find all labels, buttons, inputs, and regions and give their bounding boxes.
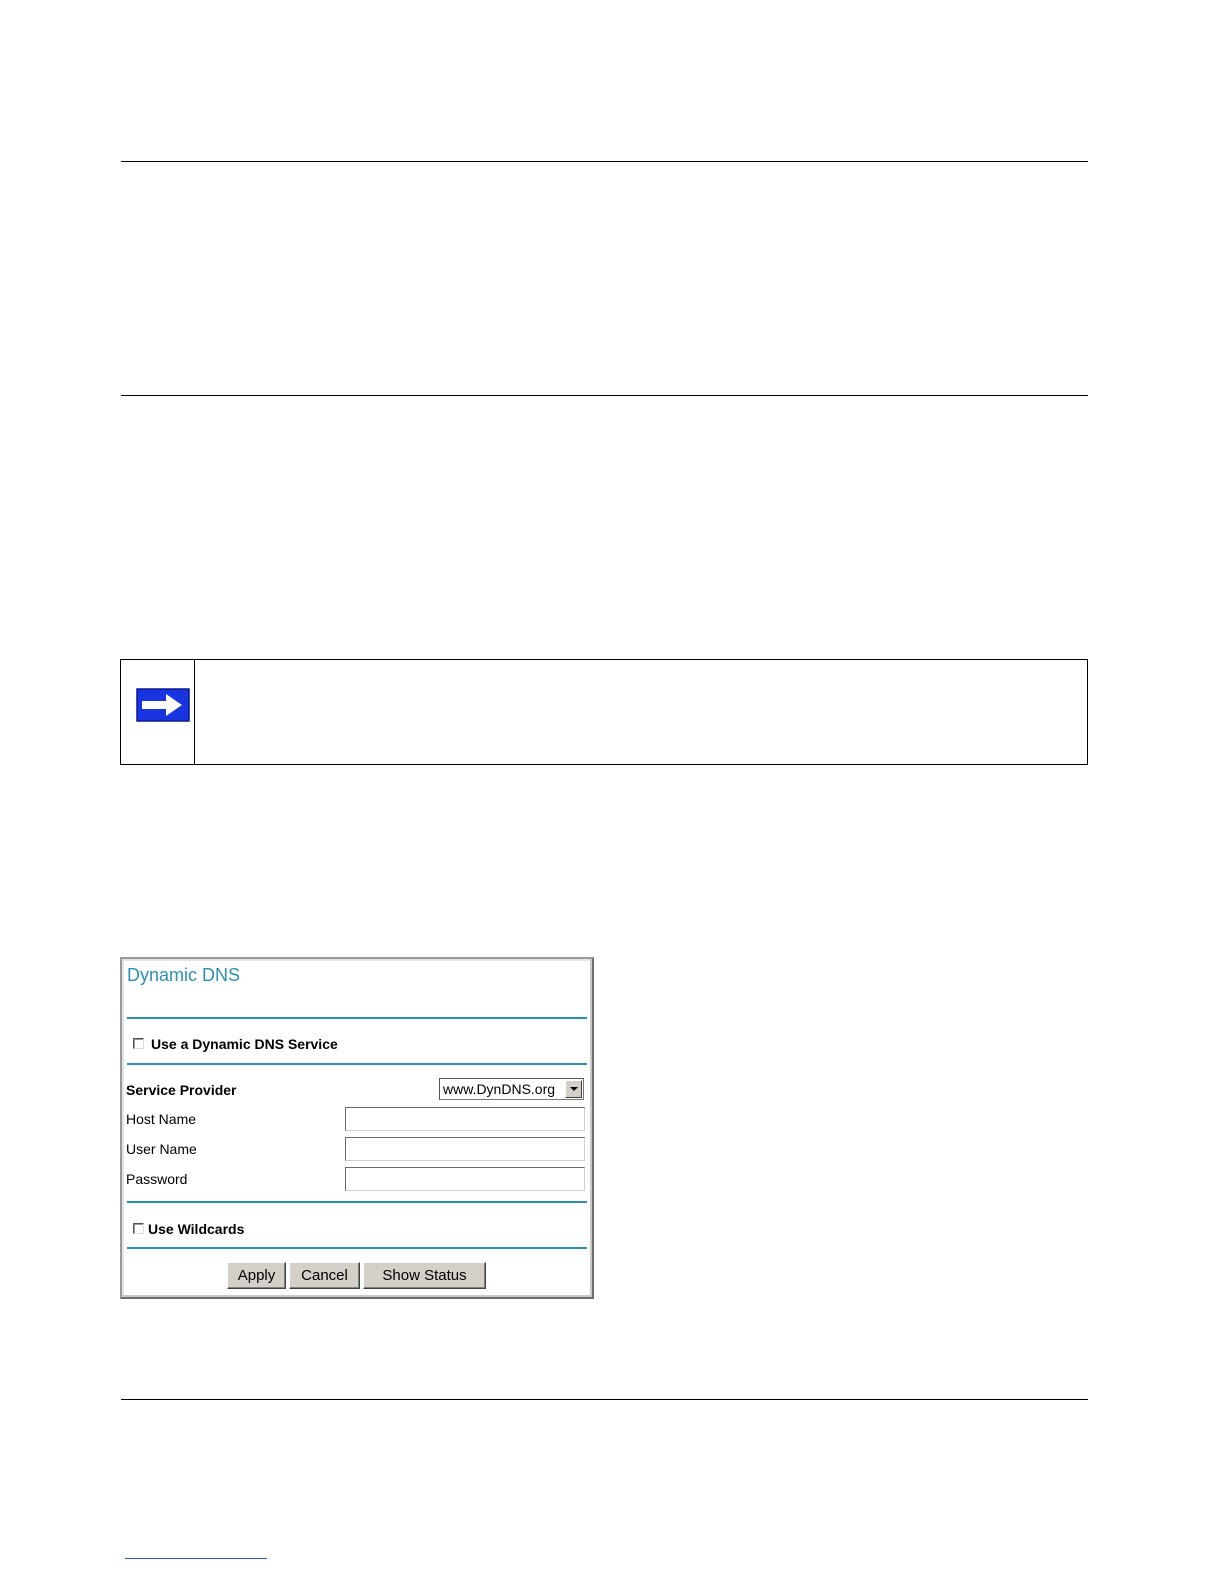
show-status-button[interactable]: Show Status (363, 1262, 486, 1289)
user-name-label: User Name (126, 1141, 197, 1157)
service-provider-select[interactable] (439, 1078, 584, 1100)
dynamic-dns-panel (120, 957, 594, 1299)
page-title: Dynamic DNS (127, 965, 241, 985)
cancel-button[interactable]: Cancel (289, 1262, 360, 1289)
service-provider-value: www.DynDNS.org (443, 1081, 556, 1097)
use-wildcards-checkbox[interactable] (133, 1223, 144, 1234)
password-input[interactable] (345, 1167, 585, 1191)
footer-rule (121, 1399, 1088, 1400)
note-box (120, 659, 1088, 765)
user-name-input[interactable] (345, 1137, 585, 1161)
divider (127, 1063, 587, 1065)
host-name-label: Host Name (126, 1111, 197, 1127)
password-label: Password (126, 1171, 188, 1187)
divider (127, 1017, 587, 1019)
divider (127, 1247, 587, 1249)
divider (127, 1201, 587, 1203)
footer-link-underline[interactable] (125, 1558, 267, 1559)
header-rule (121, 161, 1088, 162)
host-name-input[interactable] (345, 1107, 585, 1131)
use-dynamic-dns-label: Use a Dynamic DNS Service (151, 1036, 338, 1052)
service-provider-label: Service Provider (126, 1082, 237, 1098)
chevron-down-icon[interactable] (565, 1080, 582, 1098)
section-rule (121, 395, 1088, 396)
use-wildcards-label: Use Wildcards (148, 1221, 245, 1237)
use-dynamic-dns-checkbox[interactable] (133, 1038, 144, 1049)
arrow-right-icon (136, 688, 190, 722)
apply-button[interactable]: Apply (227, 1262, 286, 1289)
note-icon-cell (121, 660, 195, 764)
